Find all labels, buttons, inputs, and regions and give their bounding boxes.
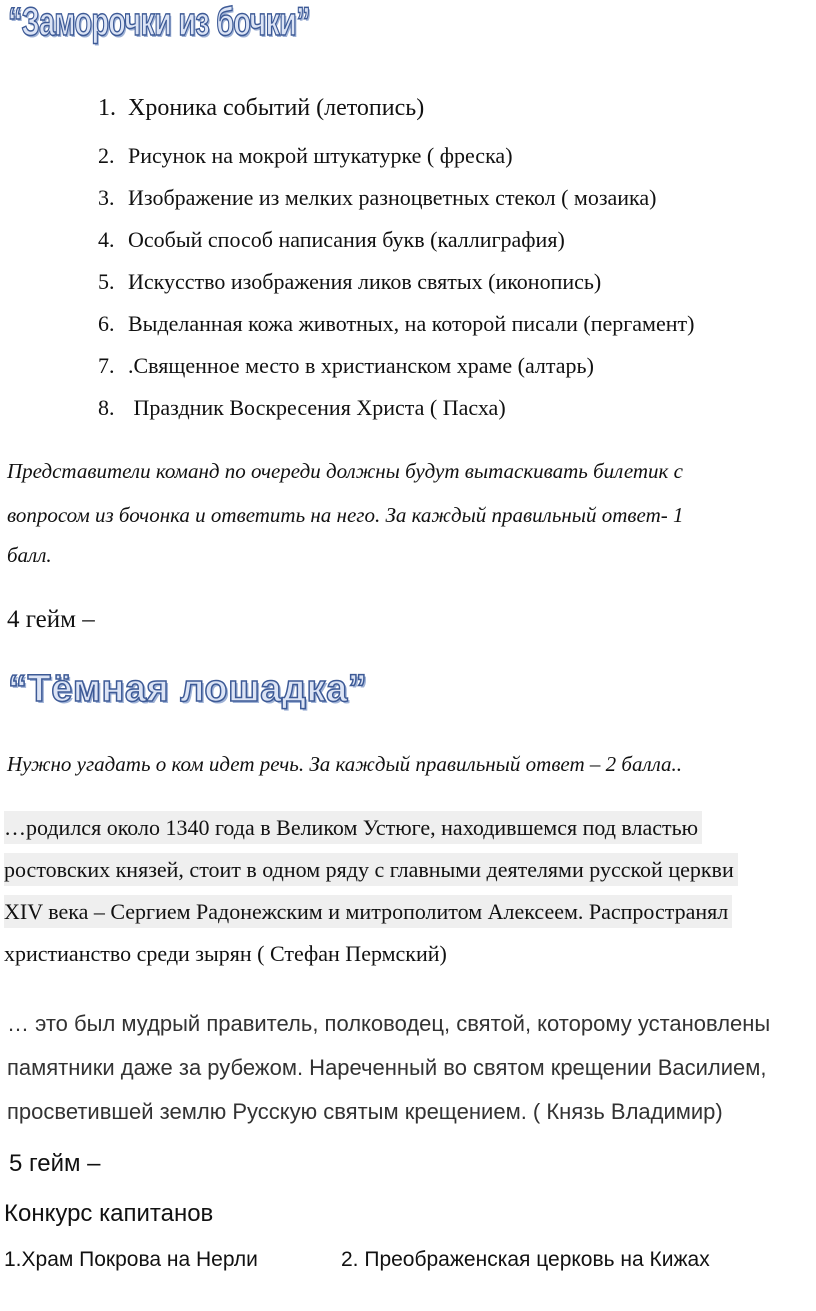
- list-item: [98, 143, 513, 169]
- list-item: [98, 395, 506, 421]
- list-item-text: Искусство изображения ликов святых (иконопись): [128, 269, 602, 294]
- instruction-2: Нужно угадать о ком идет речь. За каждый правильный ответ – 2 балла..: [7, 752, 683, 776]
- list-item-number: 4.: [98, 227, 115, 252]
- list-item-number: 5.: [98, 269, 115, 294]
- riddle-line: … это был мудрый правитель, полководец, святой, которому установлены: [7, 1011, 771, 1036]
- list-item-text: Праздник Воскресения Христа ( Пасха): [128, 395, 506, 420]
- list-item-number: 1.: [98, 95, 116, 121]
- riddle-line-text: XIV века – Сергием Радонежским и митрополитом Алексеем. Распространял: [4, 895, 732, 928]
- list-item-number: 6.: [98, 311, 115, 336]
- riddle-line: [4, 815, 702, 841]
- list-item: [98, 269, 601, 295]
- riddle-line: просветившей землю Русскую святым крещением. ( Князь Владимир): [7, 1099, 723, 1124]
- game-5-heading: 5 гейм –: [9, 1150, 101, 1177]
- list-item-text: .Священное место в христианском храме (алтарь): [128, 353, 594, 378]
- riddle-line: памятники даже за рубежом. Нареченный во святом крещении Василием,: [7, 1055, 767, 1080]
- list-item-text: Рисунок на мокрой штукатурке ( фреска): [128, 143, 513, 168]
- list-item-number: 7.: [98, 353, 115, 378]
- list-item: [98, 185, 657, 211]
- list-item-number: 8.: [98, 395, 115, 420]
- list-item-text: Хроника событий (летопись): [128, 95, 425, 121]
- list-item: [98, 227, 565, 253]
- list-item-number: 2.: [98, 143, 115, 168]
- list-item-text: Изображение из мелких разноцветных стекол ( мозаика): [128, 185, 657, 210]
- task-1: 1.Храм Покрова на Нерли: [4, 1248, 258, 1271]
- wordart-title-dark-horse: “Тёмная лошадка”: [8, 668, 368, 710]
- game-4-heading: 4 гейм –: [7, 606, 95, 633]
- list-item: [98, 95, 424, 122]
- list-item: [98, 311, 694, 337]
- list-item-text: Выделанная кожа животных, на которой писали (пергамент): [128, 311, 695, 336]
- riddle-line-text: христианство среди зырян ( Стефан Пермский): [4, 941, 447, 966]
- instruction-line: Представители команд по очереди должны будут вытаскивать билетик с: [7, 459, 683, 483]
- riddle-line: [4, 857, 738, 883]
- list-item-text: Особый способ написания букв (каллиграфия): [128, 227, 565, 252]
- riddle-line-text: …родился около 1340 года в Великом Устюге, находившемся под властью: [4, 811, 702, 844]
- task-2: 2. Преображенская церковь на Кижах: [341, 1248, 710, 1271]
- list-item: [98, 353, 594, 379]
- riddle-line: [4, 899, 732, 925]
- wordart-title-zamorochki: “Заморочки из бочки”: [8, 0, 310, 44]
- list-item-number: 3.: [98, 185, 115, 210]
- instruction-line: балл.: [7, 543, 52, 567]
- captains-contest-heading: Конкурс капитанов: [4, 1200, 214, 1227]
- riddle-line: [4, 941, 447, 967]
- riddle-line-text: ростовских князей, стоит в одном ряду с главными деятелями русской церкви: [4, 853, 738, 886]
- instruction-line: вопросом из бочонка и ответить на него. За каждый правильный ответ- 1: [7, 503, 684, 527]
